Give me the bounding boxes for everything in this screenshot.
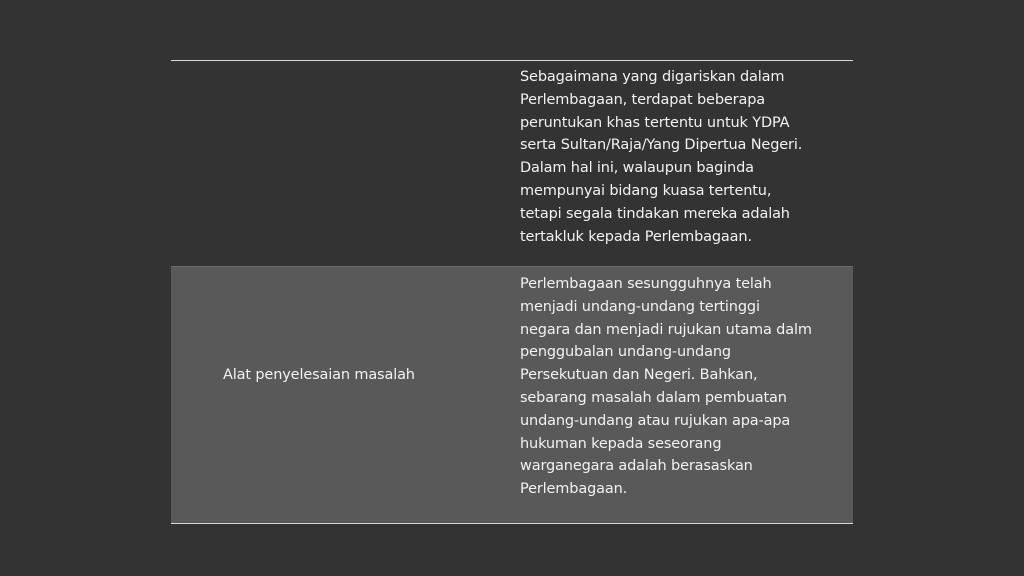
description-line: negara dan menjadi rujukan utama dalm (520, 321, 812, 338)
row-label-cell (171, 61, 509, 266)
table-bottom-rule (171, 523, 853, 524)
content-table (171, 60, 853, 524)
description-line: Persekutuan dan Negeri. Bahkan, (520, 367, 758, 384)
description-line: Dalam hal ini, walaupun baginda (520, 160, 754, 177)
row-description-cell (509, 61, 853, 266)
description-line: hukuman kepada seseorang (520, 435, 722, 452)
description-line: serta Sultan/Raja/Yang Dipertua Negeri. (520, 137, 803, 154)
description-line: tertakluk kepada Perlembagaan. (520, 228, 752, 245)
row-label: Alat penyelesaian masalah (223, 367, 415, 383)
description-line: Perlembagaan. (520, 481, 628, 498)
description-line: Sebagaimana yang digariskan dalam (520, 69, 785, 85)
table-row (171, 61, 853, 266)
table-row (171, 267, 853, 523)
row-description (520, 66, 802, 248)
row-description-cell (509, 267, 853, 523)
description-line: mempunyai bidang kuasa tertentu, (520, 182, 772, 199)
description-line: sebarang masalah dalam pembuatan (520, 389, 787, 406)
row-description (520, 273, 812, 501)
row-label-cell (171, 267, 509, 523)
description-line: warganegara adalah berasaskan (520, 458, 753, 475)
description-line: penggubalan undang-undang (520, 344, 731, 361)
description-line: Perlembagaan, terdapat beberapa (520, 91, 765, 108)
description-line: tetapi segala tindakan mereka adalah (520, 205, 790, 222)
description-line: peruntukan khas tertentu untuk YDPA (520, 114, 790, 131)
description-line: undang-undang atau rujukan apa-apa (520, 412, 791, 429)
description-line: Perlembagaan sesungguhnya telah (520, 276, 772, 292)
description-line: menjadi undang-undang tertinggi (520, 298, 760, 315)
